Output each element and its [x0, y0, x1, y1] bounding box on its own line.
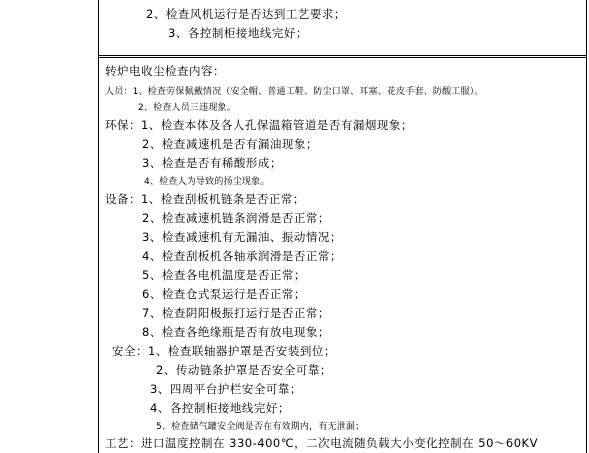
safety-item: 4、各控制柜接地线完好；	[150, 401, 290, 415]
environment-item: 3、检查是否有稀酸形成；	[142, 156, 282, 170]
safety-item: 安全：1、检查联轴器护罩是否安装到位；	[112, 344, 336, 358]
equipment-item: 6、检查仓式泵运行是否正常；	[142, 287, 306, 301]
equipment-item: 4、检查刮板机各轴承润滑是否正常；	[142, 249, 342, 263]
safety-item: 2、传动链条护罩是否安全可靠；	[156, 363, 332, 377]
personnel-item: 人员：1、检查劳保佩戴情况（安全帽、普通工鞋、防尘口罩、耳塞、花皮手套、防酸工服）。	[105, 87, 484, 97]
top-cell	[98, 0, 587, 55]
equipment-item: 5、检查各电机温度是否正常；	[142, 268, 306, 282]
environment-item: 2、检查减速机是否有漏油现象；	[142, 137, 318, 151]
equipment-item: 7、检查阴阳极振打运行是否正常；	[142, 306, 330, 320]
environment-item: 4、检查人为导致的扬尘现象。	[144, 177, 270, 187]
process-item: 工艺：进口温度控制在 330-400℃，二次电流随负载大小变化控制在 50～60KV	[105, 436, 538, 450]
safety-item: 3、四周平台护栏安全可靠；	[150, 382, 302, 396]
personnel-item: 2、检查人员三违现象。	[138, 103, 236, 113]
list-item: 3、各控制柜接地线完好；	[168, 26, 308, 40]
equipment-item: 8、检查各绝缘瓶是否有放电现象；	[142, 325, 330, 339]
safety-item: 5、检查储气罐安全阀是否在有效期内，有无泄漏；	[156, 422, 365, 432]
environment-item: 环保：1、检查本体及各人孔保温箱管道是否有漏烟现象；	[105, 118, 413, 132]
equipment-item: 设备：1、检查刮板机链条是否正常；	[105, 192, 305, 206]
inspection-content-cell	[98, 58, 587, 453]
equipment-item: 2、检查减速机链条润滑是否正常；	[142, 211, 330, 225]
section-title: 转炉电收尘检查内容：	[105, 64, 225, 78]
equipment-item: 3、检查减速机有无漏油、振动情况；	[142, 230, 342, 244]
row-divider	[98, 55, 587, 56]
list-item: 2、检查风机运行是否达到工艺要求；	[146, 7, 346, 21]
